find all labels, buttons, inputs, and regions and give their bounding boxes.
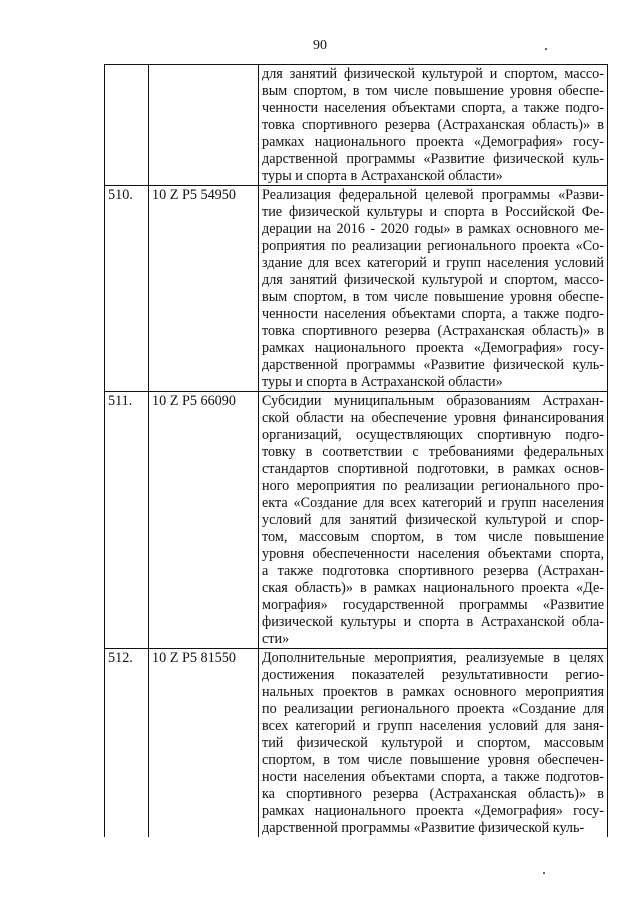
- description-line: роприятия по реализации регионального проекта «Со-: [262, 238, 604, 254]
- description-line: мография» государственной программы «Развитие: [262, 597, 604, 613]
- description-line: Дополнительные мероприятия, реализуемые в целях: [262, 650, 604, 666]
- description-line: тие физической культуры и спорта в Российской Фе-: [262, 204, 604, 220]
- table-row: [105, 649, 608, 838]
- description-cell: [259, 65, 608, 186]
- description-line: вым спортом, в том числе повышение уровня обеспе-: [262, 83, 604, 99]
- description-cell: [259, 392, 608, 649]
- description-line: туры и спорта в Астраханской области»: [262, 374, 503, 390]
- description-line: дарственной программы «Развитие физической куль-: [262, 357, 604, 373]
- description-line: по реализации регионального проекта «Создание для: [262, 701, 604, 717]
- description-line: вым спортом, в том числе повышение уровня обеспе-: [262, 289, 604, 305]
- description-line: том, массовым спортом, в том числе повышение: [262, 529, 604, 545]
- scan-speck: [545, 48, 547, 50]
- classification-code-cell: 10 Z P5 81550: [149, 649, 259, 838]
- table-row: [105, 186, 608, 392]
- row-number-cell: 512.: [105, 649, 149, 838]
- description-line: сти»: [262, 631, 290, 647]
- classification-code-cell: 10 Z P5 66090: [149, 392, 259, 649]
- description-line: для занятий физической культурой и спортом, массо-: [262, 272, 604, 288]
- description-line: туры и спорта в Астраханской области»: [262, 168, 503, 184]
- description-line: Субсидии муниципальным образованиям Астрахан-: [262, 393, 604, 409]
- description-line: рамках национального проекта «Демография» госу-: [262, 803, 604, 819]
- description-line: ченности населения объектами спорта, а также подго-: [262, 100, 604, 116]
- description-line: уровня обеспеченности населения объектами спорта,: [262, 546, 604, 562]
- description-line: тий физической культурой и спортом, массовым: [262, 735, 604, 751]
- description-line: товка спортивного резерва (Астраханская область)» в: [262, 117, 604, 133]
- scan-speck: [543, 872, 545, 874]
- description-line: здание для всех категорий и групп населения условий: [262, 255, 604, 271]
- description-line: спортом, в том числе повышение уровня обеспечен-: [262, 752, 604, 768]
- description-line: дарственной программы «Развитие физической куль-: [262, 151, 604, 167]
- description-line: Реализация федеральной целевой программы «Разви-: [262, 187, 604, 203]
- description-line: достижения показателей результативности регио-: [262, 667, 604, 683]
- description-line: а также подготовка спортивного резерва (Астрахан-: [262, 563, 604, 579]
- description-line: товка спортивного резерва (Астраханская область)» в: [262, 323, 604, 339]
- description-line: дерации на 2016 - 2020 годы» в рамках основного ме-: [262, 221, 604, 237]
- description-line: ка спортивного резерва (Астраханская область)» в: [262, 786, 604, 802]
- description-line: ного мероприятия по реализации регионального про-: [262, 478, 604, 494]
- classification-code-cell: 10 Z P5 54950: [149, 186, 259, 392]
- description-line: рамках национального проекта «Демография» госу-: [262, 340, 604, 356]
- description-line: нальных проектов в рамках основного мероприятия: [262, 684, 604, 700]
- description-line: всех категорий и групп населения условий для заня-: [262, 718, 604, 734]
- description-line: екта «Создание для всех категорий и групп населения: [262, 495, 604, 511]
- description-line: условий для занятий физической культурой и спор-: [262, 512, 604, 528]
- description-line: физической культуры и спорта в Астраханской обла-: [262, 614, 604, 630]
- description-line: ности населения объектами спорта, а также подготов-: [262, 769, 604, 785]
- description-line: организаций, осуществляющих спортивную подго-: [262, 427, 604, 443]
- classification-code-cell: [149, 65, 259, 186]
- description-line: товку в соответствии с требованиями федеральных: [262, 444, 604, 460]
- description-cell: [259, 186, 608, 392]
- budget-classification-table: [104, 64, 608, 837]
- table-row: [105, 65, 608, 186]
- description-line: дарственной программы «Развитие физической куль-: [262, 820, 585, 836]
- row-number-cell: 511.: [105, 392, 149, 649]
- description-line: ская область)» в рамках национального проекта «Де-: [262, 580, 604, 596]
- description-line: стандартов спортивной подготовки, в рамках основ-: [262, 461, 604, 477]
- page-number: 90: [313, 38, 327, 53]
- table-body: [105, 65, 608, 838]
- description-line: ченности населения объектами спорта, а также подго-: [262, 306, 604, 322]
- row-number-cell: 510.: [105, 186, 149, 392]
- description-line: ской области на обеспечение уровня финансирования: [262, 410, 604, 426]
- table-row: [105, 392, 608, 649]
- description-cell: [259, 649, 608, 838]
- description-line: для занятий физической культурой и спортом, массо-: [262, 66, 604, 82]
- description-line: рамках национального проекта «Демография» госу-: [262, 134, 604, 150]
- row-number-cell: [105, 65, 149, 186]
